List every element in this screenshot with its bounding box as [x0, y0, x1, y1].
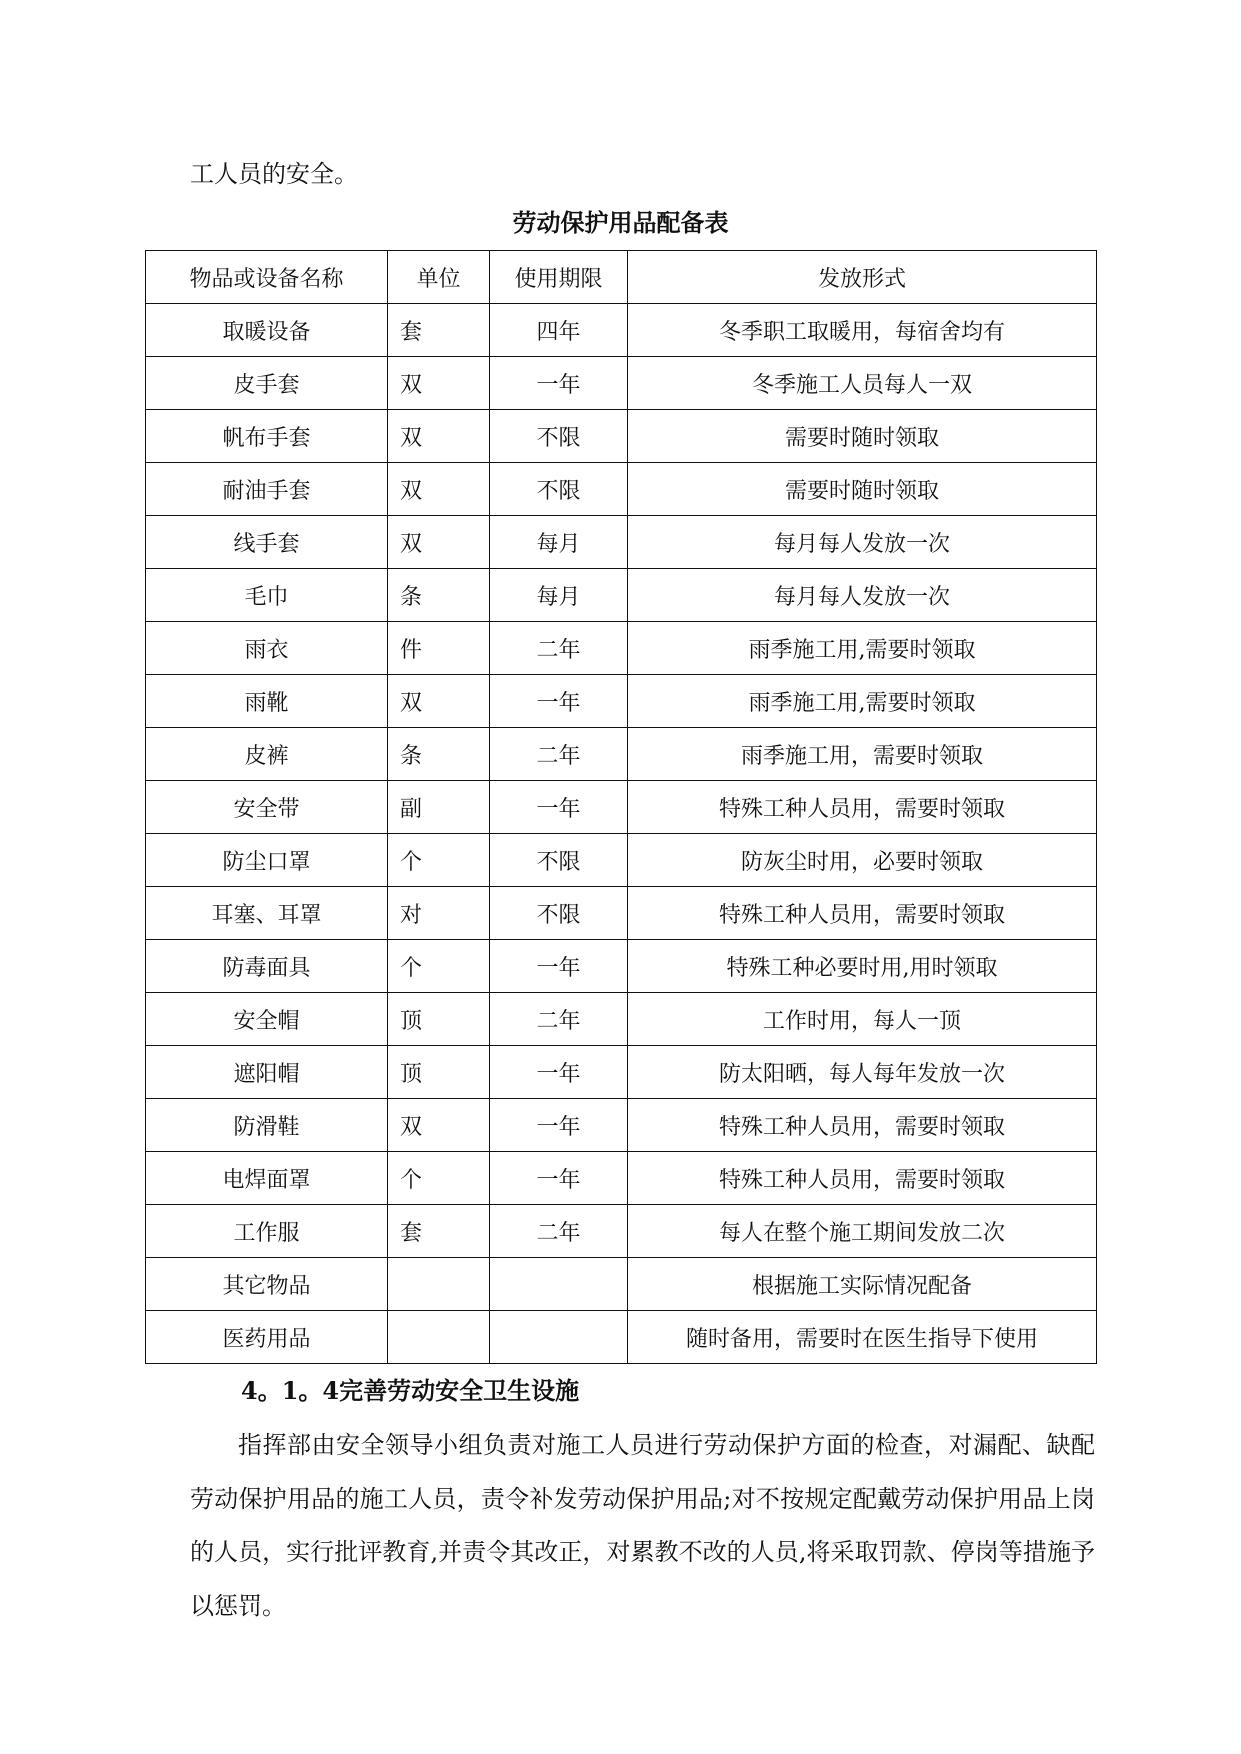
cell-distribution: 特殊工种人员用，需要时领取: [628, 1152, 1097, 1205]
cell-item-name: 医药用品: [146, 1311, 388, 1364]
cell-distribution: 根据施工实际情况配备: [628, 1258, 1097, 1311]
cell-distribution: 工作时用，每人一顶: [628, 993, 1097, 1046]
cell-item-name: 遮阳帽: [146, 1046, 388, 1099]
cell-unit: 对: [388, 887, 490, 940]
protective-equipment-table: [145, 250, 1097, 1364]
cell-distribution: 雨季施工用,需要时领取: [628, 622, 1097, 675]
cell-item-name: 取暖设备: [146, 304, 388, 357]
cell-period: 一年: [490, 357, 628, 410]
cell-unit: 双: [388, 410, 490, 463]
cell-distribution: 雨季施工用,需要时领取: [628, 675, 1097, 728]
cell-unit: 个: [388, 1152, 490, 1205]
header-period: 使用期限: [490, 251, 628, 304]
cell-item-name: 皮手套: [146, 357, 388, 410]
cell-unit: 条: [388, 569, 490, 622]
cell-item-name: 防尘口罩: [146, 834, 388, 887]
cell-unit: 件: [388, 622, 490, 675]
table-row: [146, 834, 1097, 887]
cell-period: 每月: [490, 569, 628, 622]
table-row: [146, 1258, 1097, 1311]
table-row: [146, 1311, 1097, 1364]
cell-period: 不限: [490, 463, 628, 516]
cell-item-name: 雨衣: [146, 622, 388, 675]
table-row: [146, 940, 1097, 993]
cell-item-name: 线手套: [146, 516, 388, 569]
section-paragraph: 指挥部由安全领导小组负责对施工人员进行劳动保护方面的检查，对漏配、缺配劳动保护用品的施工人员，责令补发劳动保护用品;对不按规定配戴劳动保护用品上岗的人员，实行批评教育,并责令其改正，对累教不改的人员,将采取罚款、停岗等措施予以惩罚。: [190, 1431, 1095, 1620]
cell-unit: 套: [388, 1205, 490, 1258]
cell-item-name: 防滑鞋: [146, 1099, 388, 1152]
cell-item-name: 电焊面罩: [146, 1152, 388, 1205]
cell-period: 一年: [490, 940, 628, 993]
cell-period: 一年: [490, 1099, 628, 1152]
table-row: [146, 1152, 1097, 1205]
cell-period: [490, 1311, 628, 1364]
cell-period: 不限: [490, 834, 628, 887]
cell-item-name: 工作服: [146, 1205, 388, 1258]
cell-period: 一年: [490, 1046, 628, 1099]
cell-item-name: 安全带: [146, 781, 388, 834]
cell-unit: 顶: [388, 993, 490, 1046]
cell-item-name: 皮裤: [146, 728, 388, 781]
cell-item-name: 帆布手套: [146, 410, 388, 463]
cell-period: 一年: [490, 1152, 628, 1205]
cell-distribution: 每月每人发放一次: [628, 516, 1097, 569]
cell-unit: 个: [388, 940, 490, 993]
cell-unit: 双: [388, 675, 490, 728]
cell-distribution: 每人在整个施工期间发放二次: [628, 1205, 1097, 1258]
table-row: [146, 675, 1097, 728]
cell-item-name: 其它物品: [146, 1258, 388, 1311]
table-body: [146, 304, 1097, 1364]
table-row: [146, 516, 1097, 569]
cell-unit: 双: [388, 1099, 490, 1152]
header-distribution: 发放形式: [628, 251, 1097, 304]
cell-period: 二年: [490, 728, 628, 781]
cell-period: 二年: [490, 993, 628, 1046]
cell-item-name: 耐油手套: [146, 463, 388, 516]
cell-period: 二年: [490, 622, 628, 675]
cell-distribution: 特殊工种人员用，需要时领取: [628, 781, 1097, 834]
table-title: 劳动保护用品配备表: [512, 208, 729, 237]
cell-period: [490, 1258, 628, 1311]
cell-period: 二年: [490, 1205, 628, 1258]
cell-unit: 双: [388, 516, 490, 569]
cell-period: 不限: [490, 410, 628, 463]
cell-distribution: 需要时随时领取: [628, 410, 1097, 463]
section-heading: 4。1。4完善劳动安全卫生设施: [241, 1376, 580, 1405]
cell-unit: 套: [388, 304, 490, 357]
cell-unit: [388, 1311, 490, 1364]
cell-period: 四年: [490, 304, 628, 357]
cell-period: 不限: [490, 887, 628, 940]
cell-item-name: 雨靴: [146, 675, 388, 728]
table-row: [146, 622, 1097, 675]
table-row: [146, 1205, 1097, 1258]
table-row: [146, 304, 1097, 357]
cell-unit: 双: [388, 357, 490, 410]
table-row: [146, 781, 1097, 834]
table-header-row: [146, 251, 1097, 304]
cell-unit: 副: [388, 781, 490, 834]
header-unit: 单位: [388, 251, 490, 304]
cell-unit: 双: [388, 463, 490, 516]
cell-distribution: 每月每人发放一次: [628, 569, 1097, 622]
cell-unit: 顶: [388, 1046, 490, 1099]
cell-unit: [388, 1258, 490, 1311]
cell-distribution: 需要时随时领取: [628, 463, 1097, 516]
cell-distribution: 随时备用，需要时在医生指导下使用: [628, 1311, 1097, 1364]
cell-distribution: 特殊工种必要时用,用时领取: [628, 940, 1097, 993]
table-row: [146, 410, 1097, 463]
table-row: [146, 569, 1097, 622]
table-row: [146, 463, 1097, 516]
cell-period: 每月: [490, 516, 628, 569]
cell-distribution: 防太阳晒，每人每年发放一次: [628, 1046, 1097, 1099]
cell-period: 一年: [490, 781, 628, 834]
table-row: [146, 1046, 1097, 1099]
table-row: [146, 993, 1097, 1046]
cell-distribution: 特殊工种人员用，需要时领取: [628, 1099, 1097, 1152]
table-row: [146, 887, 1097, 940]
cell-distribution: 特殊工种人员用，需要时领取: [628, 887, 1097, 940]
cell-item-name: 安全帽: [146, 993, 388, 1046]
table-row: [146, 728, 1097, 781]
intro-text: 工人员的安全。: [190, 160, 358, 188]
cell-item-name: 防毒面具: [146, 940, 388, 993]
cell-distribution: 雨季施工用，需要时领取: [628, 728, 1097, 781]
cell-unit: 条: [388, 728, 490, 781]
cell-distribution: 冬季施工人员每人一双: [628, 357, 1097, 410]
table-row: [146, 357, 1097, 410]
cell-item-name: 毛巾: [146, 569, 388, 622]
cell-unit: 个: [388, 834, 490, 887]
cell-distribution: 冬季职工取暖用，每宿舍均有: [628, 304, 1097, 357]
cell-item-name: 耳塞、耳罩: [146, 887, 388, 940]
cell-period: 一年: [490, 675, 628, 728]
header-item-name: 物品或设备名称: [146, 251, 388, 304]
table-row: [146, 1099, 1097, 1152]
cell-distribution: 防灰尘时用，必要时领取: [628, 834, 1097, 887]
